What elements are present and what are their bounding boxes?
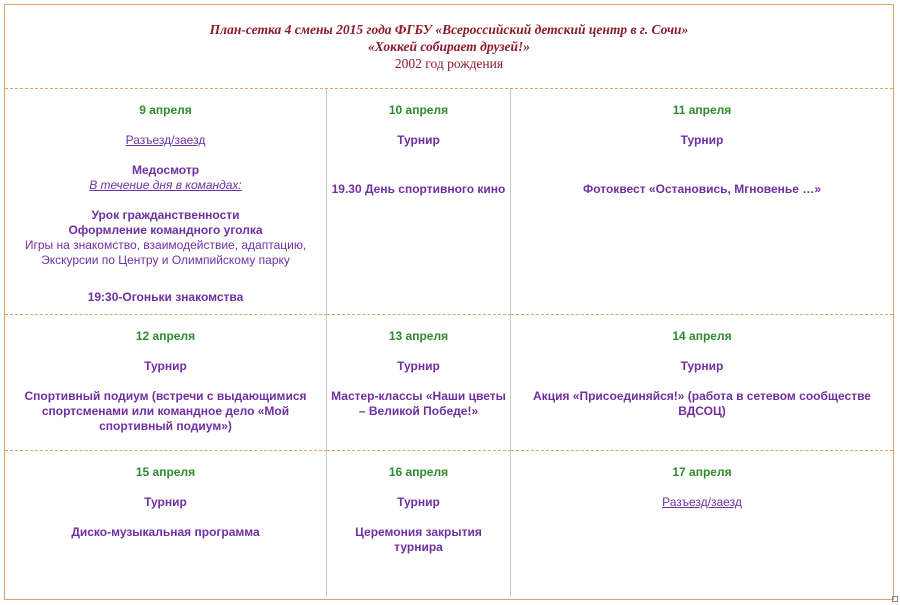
title-line-1: План-сетка 4 смены 2015 года ФГБУ «Всероссийский детский центр в г. Сочи» [209, 22, 689, 37]
day-item: Церемония закрытия турнира [355, 525, 482, 554]
day-date: 12 апреля [135, 329, 196, 343]
day-date: 16 апреля [388, 465, 449, 479]
title-line-3: 2002 год рождения [394, 56, 504, 71]
day-cell-10 [327, 89, 511, 315]
day-cell-11 [511, 89, 893, 315]
day-item: Урок гражданственности [91, 208, 240, 222]
day-item: Турнир [680, 133, 724, 147]
day-cell-17 [511, 451, 893, 597]
day-item: Экскурсии по Центру и Олимпийскому парку [41, 253, 290, 267]
day-item: Игры на знакомство, взаимодействие, адаптацию, [24, 238, 307, 252]
day-item[interactable]: В течение дня в командах: [89, 178, 242, 192]
day-item: Мастер-классы «Наши цветы – Великой Победе!» [331, 389, 506, 418]
day-item: Турнир [397, 495, 440, 509]
day-item: Фотоквест «Остановись, Мгновенье …» [582, 182, 821, 196]
resize-handle-icon[interactable] [892, 596, 898, 602]
day-date: 14 апреля [672, 329, 732, 343]
day-item: Акция «Присоединяйся!» (работа в сетевом сообществе ВДСОЦ) [533, 389, 871, 418]
day-item: 19.30 День спортивного кино [331, 182, 506, 196]
schedule-grid [5, 89, 893, 597]
day-date: 17 апреля [672, 465, 732, 479]
day-date: 15 апреля [135, 465, 196, 479]
day-item[interactable]: Разъезд/заезд [125, 133, 206, 147]
day-cell-9 [5, 89, 327, 315]
day-item: Турнир [397, 359, 440, 373]
day-date: 11 апреля [672, 103, 732, 117]
day-item: Турнир [144, 495, 187, 509]
day-date: 13 апреля [388, 329, 449, 343]
day-item: Медосмотр [131, 163, 200, 177]
day-cell-12 [5, 315, 327, 451]
day-item: 19:30-Огоньки знакомства [87, 290, 244, 304]
day-date: 10 апреля [388, 103, 449, 117]
day-cell-15 [5, 451, 327, 597]
day-item: Турнир [397, 133, 440, 147]
day-item: Спортивный подиум (встречи с выдающимися спортсменами или командное дело «Мой спортивный подиум») [24, 389, 307, 433]
day-date: 9 апреля [139, 103, 192, 117]
day-item: Оформление командного уголка [68, 223, 263, 237]
day-item: Турнир [680, 359, 724, 373]
day-cell-14 [511, 315, 893, 451]
day-item: Турнир [144, 359, 187, 373]
day-item[interactable]: Разъезд/заезд [662, 495, 742, 509]
day-item: Диско-музыкальная программа [71, 525, 260, 539]
day-cell-13 [327, 315, 511, 451]
title-line-2: «Хоккей собирает друзей!» [367, 39, 531, 54]
day-cell-16 [327, 451, 511, 597]
document-header [5, 5, 893, 89]
schedule-frame [4, 4, 894, 600]
